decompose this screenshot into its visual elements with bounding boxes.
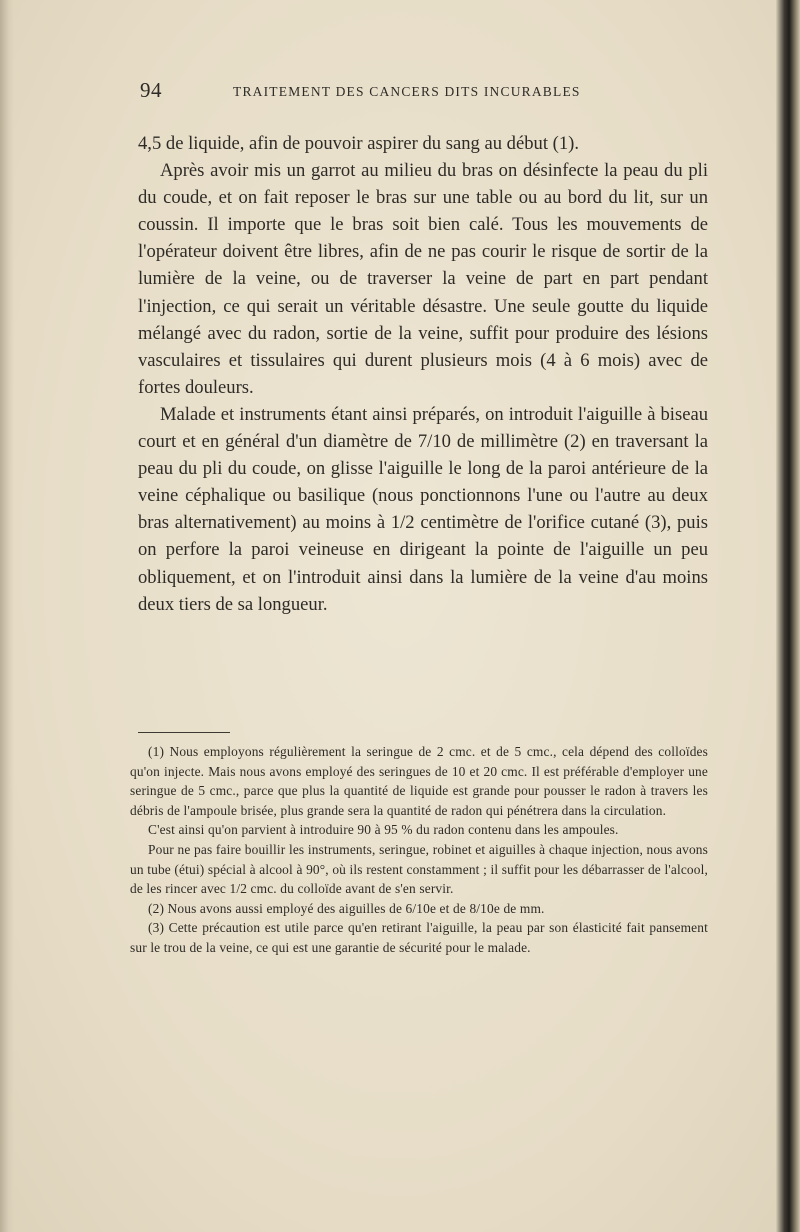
book-binding-edge [776,0,800,1232]
paragraph-aiguille: Malade et instruments étant ainsi préparés, on introduit l'aiguille à biseau court et en général d'un diamètre de 7/10 de millimètre (2) en traversant la peau du pli du coude, on glisse l'aiguille le long de la paroi antérieure de la veine céphalique ou basilique (nous ponctionnons l'une ou l'autre au deux bras alternativement) au moins à 1/2 centimètre de l'orifice cutané (3), puis on perfore la paroi veineuse en dirigeant la pointe de l'aiguille un peu obliquement, et on l'introduit ainsi dans la lumière de la veine d'au moins deux tiers de sa longueur. [138,403,708,615]
page-left-edge [0,0,14,1232]
footnote-2: (2) Nous avons aussi employé des aiguilles de 6/10e et de 8/10e de mm. [148,900,545,916]
footnote-1-continued: C'est ainsi qu'on parvient à introduire 90 à 95 % du radon contenu dans les ampoules. [148,822,619,838]
page-header [140,78,620,104]
main-text [138,130,708,618]
paragraph-continuation: 4,5 de liquide, afin de pouvoir aspirer du sang au début (1). [138,133,579,154]
footnote-1-instruments: Pour ne pas faire bouillir les instruments, seringue, robinet et aiguilles à chaque injection, nous avons un tube (étui) spécial à alcool à 90°, où ils restent constamment ; il suffit pour les débarrasser de l'alcool, de les rincer avec 1/2 cmc. du colloïde avant de s'en servir. [130,841,708,897]
footnote-separator [138,732,230,733]
running-title: TRAITEMENT DES CANCERS DITS INCURABLES [233,84,581,99]
page-number: 94 [140,78,162,102]
footnote-1: (1) Nous employons régulièrement la seringue de 2 cmc. et de 5 cmc., cela dépend des colloïdes qu'on injecte. Mais nous avons employé des seringues de 10 et 20 cmc. Il est préférable d'employer une seringue de 5 cmc., parce que plus la quantité de liquide est grande pour pousser le radon à travers les débris de l'ampoule brisée, plus grande sera la quantité de radon qui pénétrera dans la circulation. [130,744,708,818]
footnote-3: (3) Cette précaution est utile parce qu'en retirant l'aiguille, la peau par son élasticité fait pansement sur le trou de la veine, ce qui est une garantie de sécurité pour le malade. [130,920,708,955]
footnotes [130,742,708,958]
paragraph-garrot: Après avoir mis un garrot au milieu du bras on désinfecte la peau du pli du coude, et on fait reposer le bras sur une table ou au bord du lit, sur un coussin. Il importe que le bras soit bien calé. Tous les mouvements de l'opérateur doivent être libres, afin de ne pas courir le risque de sortir de la lumière de la veine, ou de traverser la veine de part en part pendant l'injection, ce qui serait un véritable désastre. Une seule goutte du liquide mélangé avec du radon, sortie de la veine, suffit pour produire des lésions vasculaires et tissulaires qui durent plusieurs mois (4 à 6 mois) avec de fortes douleurs. [138,160,708,398]
